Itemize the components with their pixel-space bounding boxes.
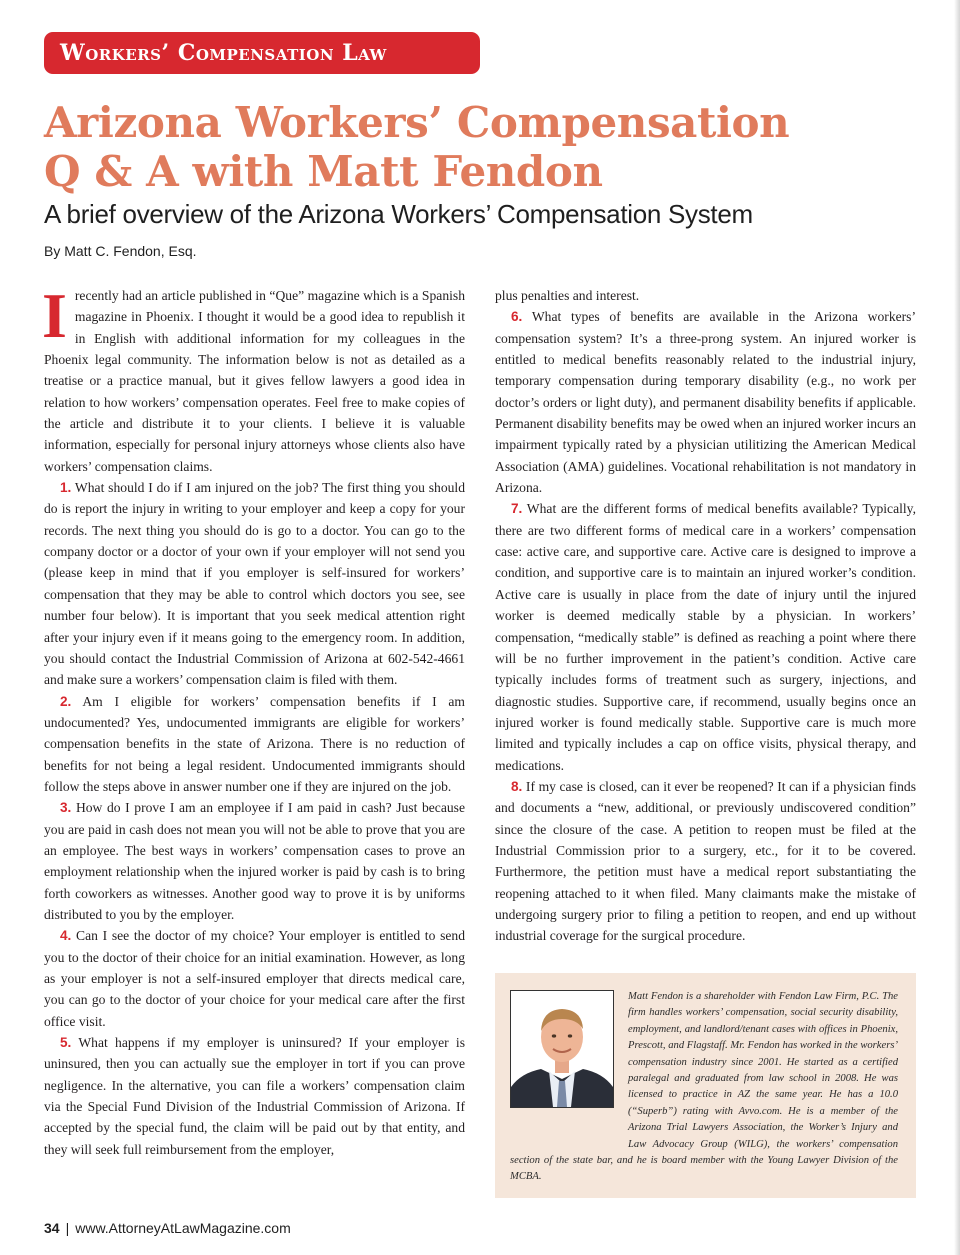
title-line-2: Q & A with Matt Fendon: [44, 147, 603, 196]
qa-paragraph-6: [495, 306, 916, 498]
section-label: Workers’ Compensation Law: [44, 32, 480, 74]
page-footer: [44, 1220, 291, 1236]
byline: By Matt C. Fendon, Esq.: [44, 243, 197, 259]
qa-text: What types of benefits are available in the Arizona workers’ compensation system? It’s a three-prong system. An injured worker is entitled to medical benefits reasonably related to the industrial injury, temporary compensation during temporary disability (e.g., no work per doctor’s orders or light duty), and permanent disability benefits if applicable. Permanent disability benefits may be owed when an injured worker incurs an impairment typically rated by a physician utilitizing the American Medical Association (AMA) guidelines. Vocational rehabilitation is not mandatory in Arizona.: [495, 309, 916, 496]
question-number: 8.: [511, 778, 523, 794]
footer-website: www.AttorneyAtLawMagazine.com: [75, 1220, 291, 1236]
right-column: [495, 285, 916, 947]
qa-paragraph-3: [44, 797, 465, 925]
article-title: [44, 98, 804, 196]
intro-text: recently had an article published in “Que” magazine which is a Spanish magazine in Phoenix. I thought it would be a good idea to republish it in English with additional information for my colleagues in the Phoenix legal community. The information below is not as detailed as a treatise or a practice manual, but it gives fellow lawyers a good idea in relation to how workers’ compensation operates. Feel free to make copies of the article and distribute it to your clients. I believe it is valuable information, especially for personal injury attorneys whose clients also have workers’ compensation claims.: [44, 288, 465, 474]
drop-cap: I: [42, 280, 67, 351]
intro-paragraph: [42, 280, 465, 477]
qa-paragraph-4: [44, 925, 465, 1032]
qa-paragraph-8: [495, 776, 916, 947]
question-number: 3.: [60, 800, 72, 816]
qa-text: What should I do if I am injured on the job? The first thing you should do is report the injury in writing to your employer and keep a copy for your records. The next thing you should do is go to a doctor. You can go to the company doctor or a doctor of your own if your employer will not send you (please keep in mind that if you employer is self-insured for workers’ compensation that they may be able to control which doctors you see, see number four below). It is important that you seek medical attention right after your injury even if it means going to the emergency room. In addition, you should contact the Industrial Commission of Arizona at 602-542-4661 and make sure a workers’ compensation claim is filed with them.: [44, 480, 465, 688]
qa-paragraph-2: [44, 691, 465, 798]
article-subtitle: A brief overview of the Arizona Workers’ Compensation System: [44, 199, 753, 229]
question-number: 7.: [511, 501, 523, 517]
page-number: 34: [44, 1220, 60, 1236]
photo-spacer: [510, 989, 628, 1153]
author-bio-box: [495, 973, 916, 1198]
qa-paragraph-5: [44, 1032, 465, 1160]
continuation-paragraph: plus penalties and interest.: [495, 288, 640, 303]
qa-text: Am I eligible for workers’ compensation benefits if I am undocumented? Yes, undocumented immigrants are eligible for workers’ compensation benefits in the state of Arizona. There is no reduction of benefits for not being a legal resident. Undocumented immigrants should follow the steps above in answer number one if they are injured on the job.: [44, 693, 465, 794]
question-number: 1.: [60, 480, 72, 496]
qa-text: What are the different forms of medical benefits available? Typically, there are two different forms of medical care in a workers’ compensation case: active care, and supportive care. Active care is designed to improve a condition, and supportive care is to maintain an injured worker’s condition. Active care is usually in place from the date of injury until the injured worker is deemed medically stable by a physician. In workers’ compensation, “medically stable” is defined as reaching a point where there will be no further improvement in the patient’s condition. Active care typically includes forms of treatment such as surgery, injections, and diagnostic studies. Supportive care, if recommend, usually begins once an injured worker is found medically stable. Supportive care is much more limited and typically includes a cap on office visits, physical therapy, and medications.: [495, 501, 916, 773]
question-number: 6.: [511, 309, 523, 325]
qa-paragraph-7: [495, 498, 916, 775]
title-line-1: Arizona Workers’ Compensation: [44, 98, 790, 147]
question-number: 5.: [60, 1035, 72, 1051]
left-column: [42, 280, 465, 1160]
question-number: 4.: [60, 928, 72, 944]
qa-text: If my case is closed, can it ever be reopened? It can if a physician finds and documents a “new, additional, or previously undiscovered condition” since the closure of the case. A petition to reopen must be filed at the Industrial Commission prior to a surgery, etc., for it to be covered. Furthermore, the petition must have a medical report substantiating the reopening attached to it when filed. Many claimants make the mistake of undergoing surgery prior to filing a petition to reopen, and end up without industrial coverage for the surgical procedure.: [495, 778, 916, 944]
qa-text: Can I see the doctor of my choice? Your employer is entitled to send you to the doctor of their choice for an initial examination. However, as long as your employer is not a self-insured employer that directs medical care, you can go to the doctor of your choice for your medical care after the first office visit.: [44, 928, 465, 1029]
question-number: 2.: [60, 693, 72, 709]
author-bio-paragraph: [510, 989, 898, 1186]
qa-paragraph-1: [44, 477, 465, 690]
qa-text: What happens if my employer is uninsured? If your employer is uninsured, then you can actually sue the employer in tort if you can prove negligence. In the alternative, you can file a workers’ compensation claim via the Special Fund Division of the Industrial Commission of Arizona. If accepted by the special fund, the claim will be paid out by that entity, and they will seek full reimbursement from the employer,: [44, 1035, 465, 1157]
footer-separator: |: [65, 1220, 70, 1236]
qa-text: How do I prove I am an employee if I am paid in cash? Just because you are paid in cash does not mean you will not be able to prove that you are an employee. The best ways in workers’ compensation cases to prove an employment relationship when the injured worker is paid by cash is to bring forth coworkers as witnesses. Another good way to prove it is by uniforms distributed to you by the employer.: [44, 800, 465, 922]
page-spine-shadow: [954, 0, 960, 1255]
author-bio-text: Matt Fendon is a shareholder with Fendon Law Firm, P.C. The firm handles workers’ compensation, social security disability, employment, and landlord/tenant cases with offices in Phoenix, Prescott, and Flagstaff. Mr. Fendon has worked in the workers’ compensation industry since 2001. He started as a certified paralegal and graduated from law school in 2008. He was licensed to practice in AZ the same year. He has a 10.0 (“Superb”) rating with Avvo.com. He is a member of the Arizona Trial Lawyers Association, the Worker’s Injury and Law Advocacy Group (WILG), the workers’ compensation section of the state bar, and he is board member with the Young Lawyer Division of the MCBA.: [510, 991, 898, 1183]
